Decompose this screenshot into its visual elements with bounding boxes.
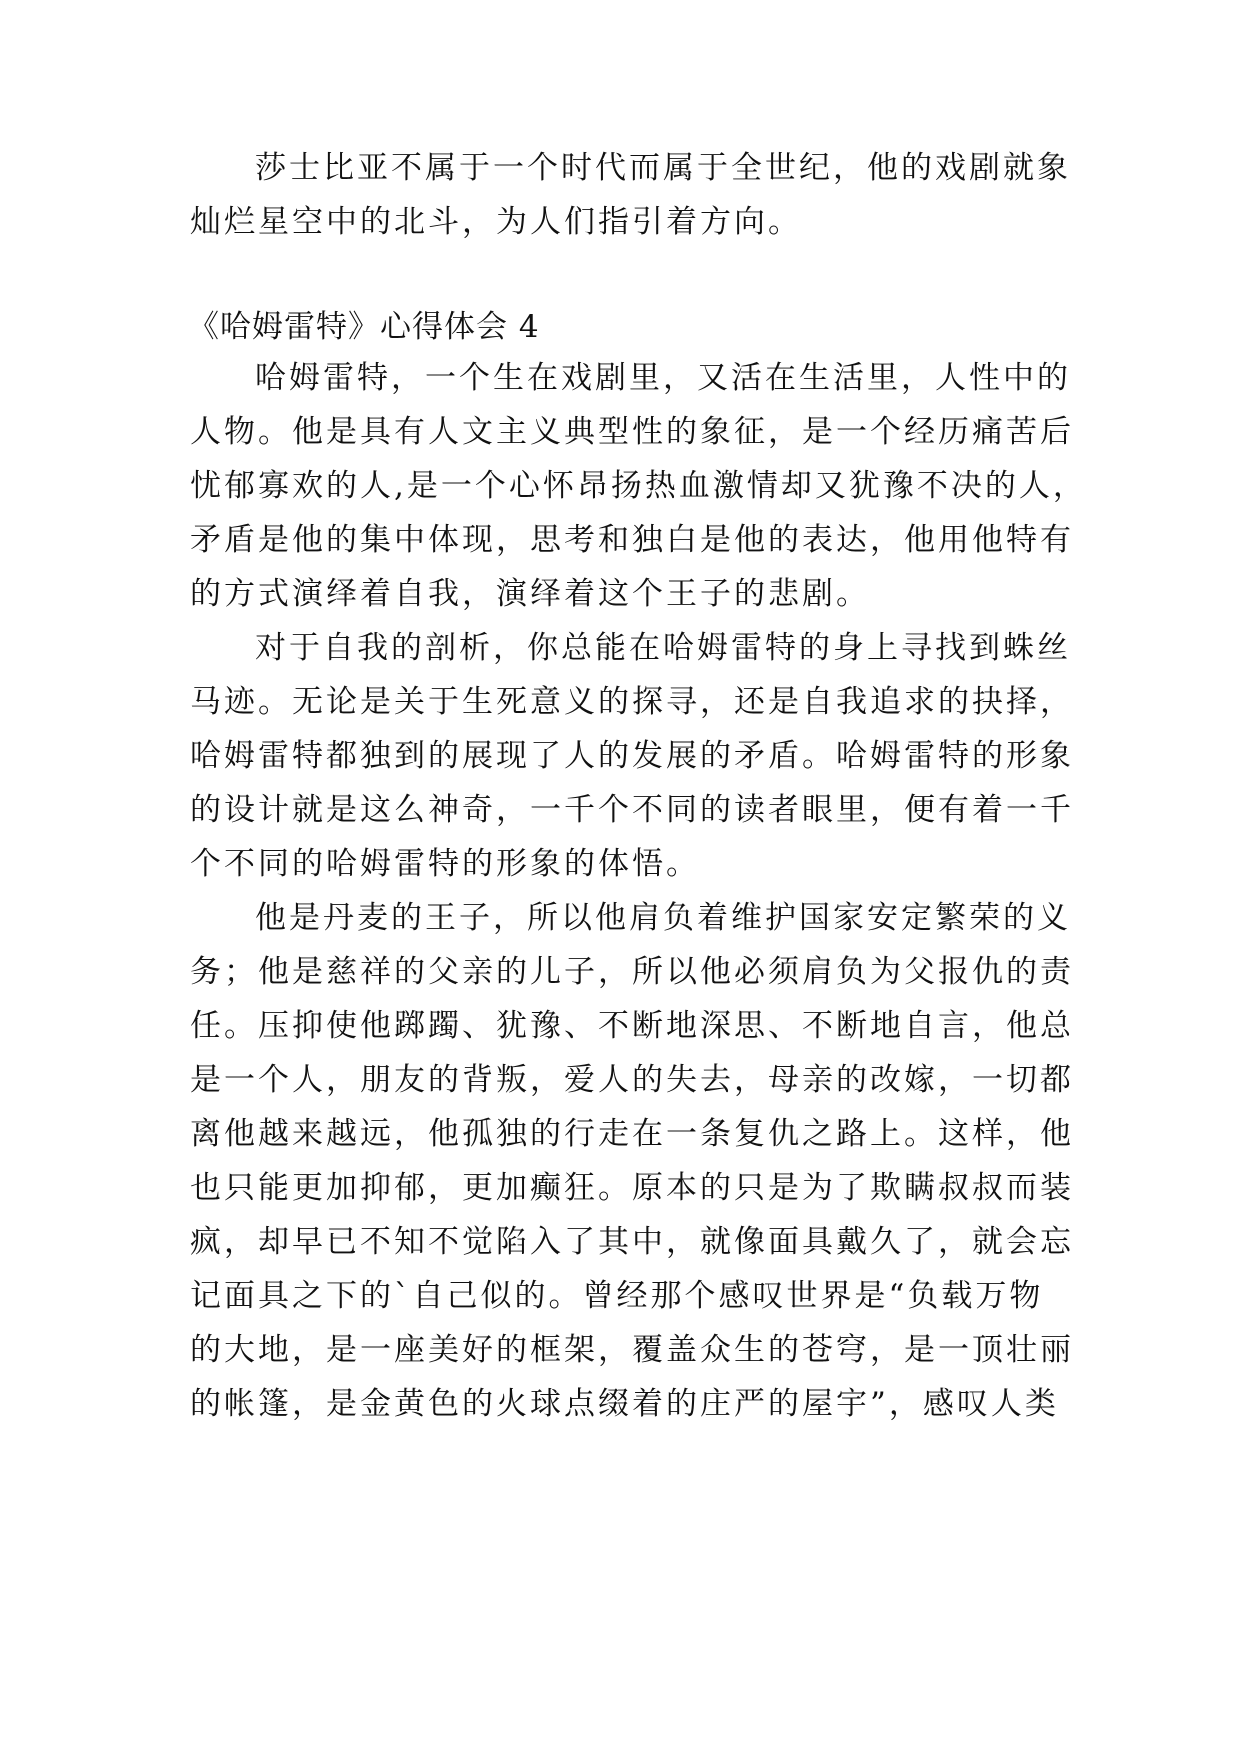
p3-line-7: 疯，却早已不知不觉陷入了其中，就像面具戴久了，就会忘	[190, 1224, 1074, 1260]
p1-line-3: 忧郁寡欢的人,是一个心怀昂扬热血激情却又犹豫不决的人，	[190, 468, 1087, 504]
p1-line-5: 的方式演绎着自我，演绎着这个王子的悲剧。	[190, 576, 870, 612]
p1-line-1: 哈姆雷特，一个生在戏剧里，又活在生活里，人性中的	[255, 360, 1071, 396]
p3-line-10: 的帐篷，是金黄色的火球点缀着的庄严的屋宇”，感叹人类	[190, 1386, 1059, 1422]
p1-line-2: 人物。他是具有人文主义典型性的象征，是一个经历痛苦后	[190, 414, 1074, 450]
p3-line-1: 他是丹麦的王子，所以他肩负着维护国家安定繁荣的义	[255, 900, 1071, 936]
p2-line-2: 马迹。无论是关于生死意义的探寻，还是自我追求的抉择，	[190, 684, 1074, 720]
p3-line-8: 记面具之下的`自己似的。曾经那个感叹世界是“负载万物	[190, 1278, 1044, 1314]
p3-line-4: 是一个人，朋友的背叛，爱人的失去，母亲的改嫁，一切都	[190, 1062, 1074, 1098]
p1-line-4: 矛盾是他的集中体现，思考和独白是他的表达，他用他特有	[190, 522, 1074, 558]
p3-line-2: 务；他是慈祥的父亲的儿子，所以他必须肩负为父报仇的责	[190, 954, 1074, 990]
p3-line-3: 任。压抑使他踯躅、犹豫、不断地深思、不断地自言，他总	[190, 1008, 1074, 1044]
intro-line-2: 灿烂星空中的北斗，为人们指引着方向。	[190, 204, 802, 240]
p2-line-5: 个不同的哈姆雷特的形象的体悟。	[190, 846, 700, 882]
p3-line-9: 的大地，是一座美好的框架，覆盖众生的苍穹，是一顶壮丽	[190, 1332, 1074, 1368]
section-title: 《哈姆雷特》心得体会 4	[188, 309, 540, 345]
p3-line-5: 离他越来越远，他孤独的行走在一条复仇之路上。这样，他	[190, 1116, 1074, 1152]
p2-line-3: 哈姆雷特都独到的展现了人的发展的矛盾。哈姆雷特的形象	[190, 738, 1074, 774]
intro-line-1: 莎士比亚不属于一个时代而属于全世纪，他的戏剧就象	[255, 150, 1071, 186]
p3-line-6: 也只能更加抑郁，更加癫狂。原本的只是为了欺瞒叔叔而装	[190, 1170, 1074, 1206]
p2-line-4: 的设计就是这么神奇，一千个不同的读者眼里，便有着一千	[190, 792, 1074, 828]
p2-line-1: 对于自我的剖析，你总能在哈姆雷特的身上寻找到蛛丝	[255, 630, 1071, 666]
